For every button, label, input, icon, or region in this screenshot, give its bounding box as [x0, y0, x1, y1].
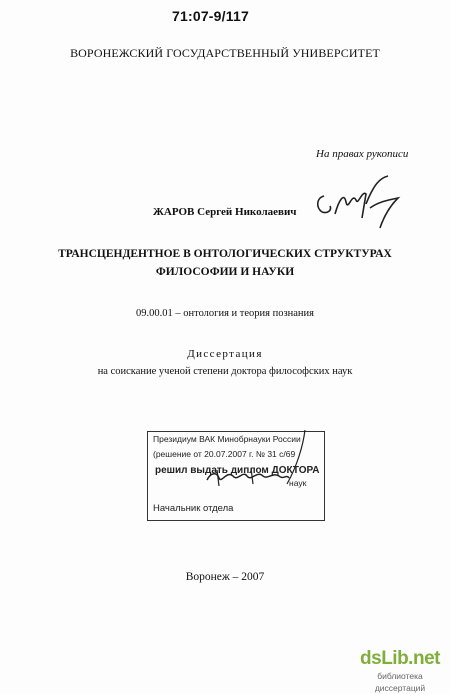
vak-stamp-line-2: (решение от 20.07.2007 г. № 31 с/69 [153, 449, 296, 459]
university-name: ВОРОНЕЖСКИЙ ГОСУДАРСТВЕННЫЙ УНИВЕРСИТЕТ [70, 46, 380, 60]
place-and-year: Воронеж – 2007 [185, 571, 265, 583]
dissertation-title-line-2: ФИЛОСОФИИ И НАУКИ [155, 266, 295, 278]
author-signature [308, 172, 408, 232]
vak-stamp-line-1: Президиум ВАК Минобрнауки России [153, 434, 301, 444]
watermark-logo: dsLib.net [360, 648, 440, 669]
vak-approval-stamp [147, 431, 325, 521]
dissertation-title-line-1: ТРАНСЦЕНДЕНТНОЕ В ОНТОЛОГИЧЕСКИХ СТРУКТУРАХ [58, 248, 392, 260]
rights-notice: На правах рукописи [316, 148, 409, 160]
specialty-code: 09.00.01 – онтология и теория познания [136, 308, 314, 319]
document-type: Диссертация [187, 348, 263, 360]
author-name: ЖАРОВ Сергей Николаевич [153, 206, 297, 218]
archive-stamp-number: 71:07-9/117 [172, 8, 249, 24]
watermark-subtitle: библиотека диссертаций [374, 671, 426, 693]
degree-statement: на соискание ученой степени доктора философских наук [97, 366, 353, 377]
vak-stamp-line-5: Начальник отдела [153, 503, 234, 514]
vak-stamp-line-4: наук [289, 478, 307, 488]
site-watermark[interactable] [352, 648, 448, 692]
vak-stamp-line-3: решил выдать диплом ДОКТОРА [155, 465, 320, 476]
